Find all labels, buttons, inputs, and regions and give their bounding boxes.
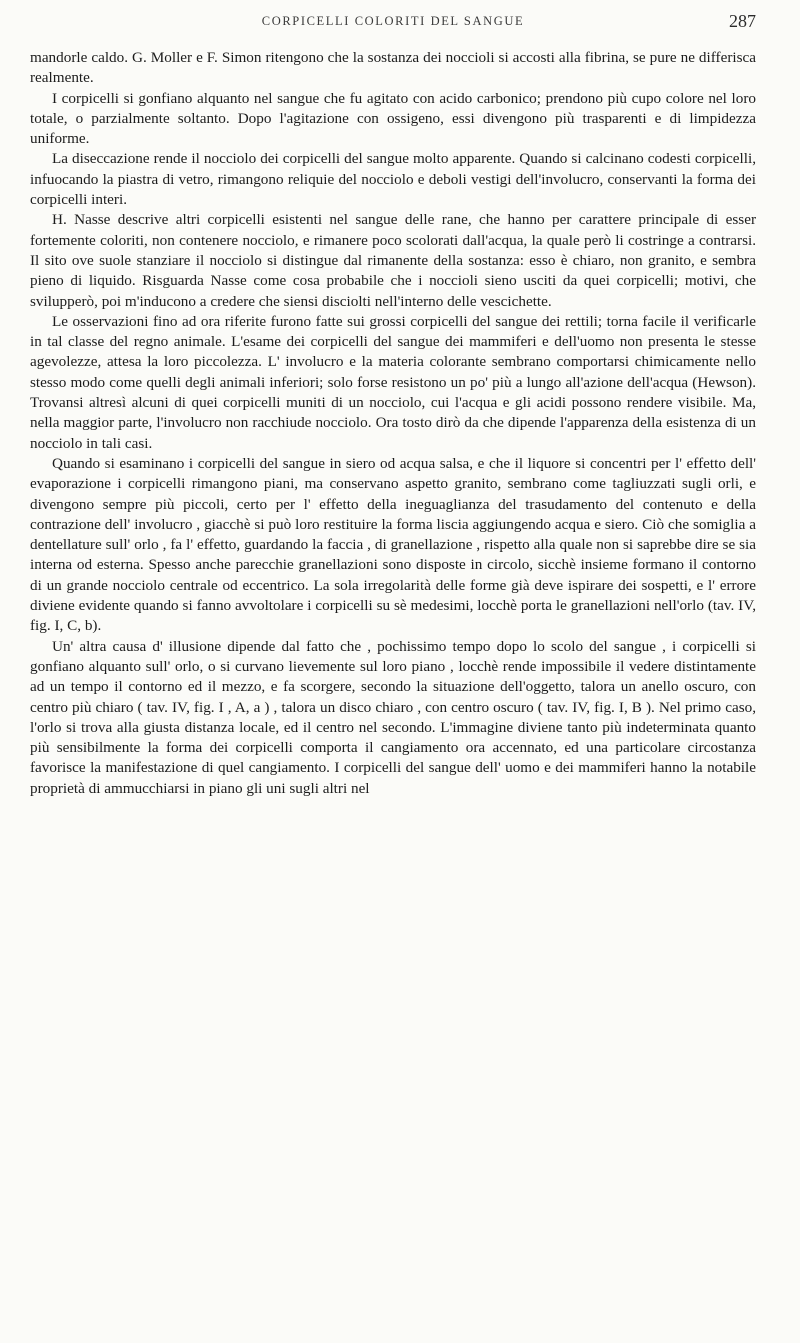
paragraph-continuation: mandorle caldo. G. Moller e F. Simon ritengono che la sostanza dei noccioli si accosti alla fibrina, se pure ne differisca realmente.	[30, 49, 756, 87]
page-number: 287	[729, 11, 756, 31]
paragraph-corpicelli-acido: I corpicelli si gonfiano alquanto nel sangue che fu agitato con acido carbonico; prendono più cupo colore nel loro totale, o parzialmente soltanto. Dopo l'agitazione con ossigeno, essi divengono più trasparenti e di limpidezza uniforme.	[30, 89, 756, 148]
paragraph-osservazioni: Le osservazioni fino ad ora riferite furono fatte sui grossi corpicelli del sangue dei rettili; torna facile il verificarle in tal classe del regno animale. L'esame dei corpicelli del sangue dei mammiferi e dell'uomo non presenta le stesse agevolezze, attesa la loro piccolezza. L' involucro e la materia colorante sembrano comportarsi chimicamente nello stesso modo come quelli degli animali inferiori; solo forse resistono un po' più a lungo all'azione dell'acqua (Hewson). Trovansi altresì alcuni di quei corpicelli muniti di un nocciolo, cui l'acqua e gli acidi possono rendere visibile. Ma, nella maggior parte, l'involucro non racchiude nocciolo. Ora tosto dirò da che dipende l'apparenza della esistenza di un nocciolo in tali casi.	[30, 312, 756, 452]
paragraph-nasse: H. Nasse descrive altri corpicelli esistenti nel sangue delle rane, che hanno per carattere principale di esser fortemente coloriti, non contenere nocciolo, e rimanere poco scolorati dall'acqua, la quale però li costringe a contrarsi. Il sito ove suole stanziare il nocciolo si distingue dal rimanente della sostanza: esso è chiaro, non granito, e sembra pieno di liquido. Risguarda Nasse come cosa probabile che i noccioli sieno usciti da quei corpicelli; motivi, che svilupperò, poi m'inducono a credere che siensi disciolti nell'interno delle vescichette.	[30, 211, 756, 310]
paragraph-illusione: Un' altra causa d' illusione dipende dal fatto che , pochissimo tempo dopo lo scolo del sangue , i corpicelli si gonfiano alquanto sull' orlo, o si curvano lievemente sul loro piano , locchè rende impossibile il vedere distintamente ad un tempo il contorno ed il mezzo, e fa scorgere, secondo la situazione dell'oggetto, talora un anello oscuro, con centro più chiaro ( tav. IV, fig. I , A, a ) , talora un disco chiaro , con centro oscuro ( tav. IV, fig. I, B ). Nel primo caso, l'orlo si trova alla giusta distanza locale, ed il centro nel secondo. L'immagine diviene tanto più indeterminata quanto più sensibilmente la forma dei corpicelli comporta il cangiamento ora accennato, ed una particolare circostanza favorisce la manifestazione di quel cangiamento. I corpicelli del sangue dell' uomo e dei mammiferi hanno la notabile proprietà di ammucchiarsi in piano gli uni sugli altri nel	[30, 637, 756, 797]
running-title: CORPICELLI COLORITI DEL SANGUE	[261, 14, 525, 28]
paragraph-diseccazione: La diseccazione rende il nocciolo dei corpicelli del sangue molto apparente. Quando si calcinano codesti corpicelli, infuocando la piastra di vetro, rimangono reliquie del nocciolo e deboli vestigi dell'involucro, conservanti la forma dei corpicelli interi.	[30, 150, 756, 209]
running-head	[30, 0, 756, 40]
paragraph-siero: Quando si esaminano i corpicelli del sangue in siero od acqua salsa, e che il liquore si concentri per l' effetto dell' evaporazione i corpicelli rimangono piani, ma conservano aspetto granito, sembrano come tagliuzzati sugli orli, e divengono sempre più piccoli, certo per l' effetto della ineguaglianza del trasudamento del contenuto e della contrazione dell' involucro , giacchè si può loro restituire la forma liscia aggiungendo acqua e siero. Ciò che somiglia a dentellature sull' orlo , fa l' effetto, guardando la faccia , di granellazione , rispetto alla quale non si saprebbe dire se sia interna od esterna. Spesso anche parecchie granellazioni sono disposte in circolo, sicchè insieme formano il contorno di un grande nocciolo centrale od eccentrico. La sola irregolarità delle forme già deve ispirare dei sospetti, e l' errore diviene evidente quando si fanno avvoltolare i corpicelli su sè medesimi, locchè porta le granellazioni nell'orlo (tav. IV, fig. I, C, b).	[30, 454, 756, 635]
body-text	[30, 48, 756, 799]
